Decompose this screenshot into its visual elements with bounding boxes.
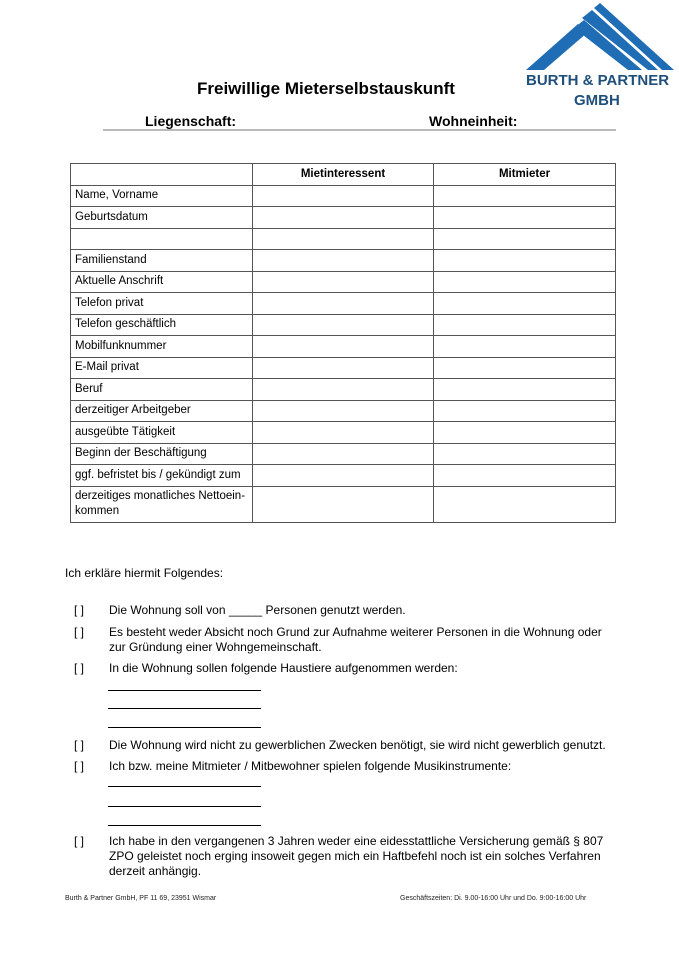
- checkbox[interactable]: [ ]: [74, 661, 85, 675]
- table-row: [71, 486, 616, 522]
- fill-in-line[interactable]: [108, 708, 261, 709]
- fill-in-line[interactable]: [108, 786, 261, 787]
- cotenant-cell[interactable]: [434, 486, 616, 522]
- property-label: Liegenschaft:: [145, 113, 237, 129]
- row-label: ggf. befristet bis / gekündigt zum: [71, 465, 253, 487]
- cotenant-cell[interactable]: [434, 400, 616, 422]
- tenant-cell[interactable]: [253, 293, 434, 315]
- declaration-item: Ich habe in den vergangenen 3 Jahren weder eine eidesstattliche Versicherung gemäß § 807 ZPO geleistet noch erging insoweit gegen mich ein Haftbefehl noch ist ein solches Verfahren derzeit anhängig.: [109, 834, 604, 878]
- row-label: ausgeübte Tätigkeit: [71, 422, 253, 444]
- tenant-cell[interactable]: [253, 486, 434, 522]
- fill-in-line[interactable]: [108, 806, 261, 807]
- checkbox[interactable]: [ ]: [74, 759, 85, 773]
- header-divider: [103, 129, 616, 131]
- cotenant-cell[interactable]: [434, 443, 616, 465]
- row-label: Name, Vorname: [71, 185, 253, 207]
- row-label: E-Mail privat: [71, 357, 253, 379]
- row-label: Mobilfunknummer: [71, 336, 253, 358]
- declaration-item: Es besteht weder Absicht noch Grund zur Aufnahme weiterer Personen in die Wohnung oder zur Gründung einer Wohngemeinschaft.: [109, 625, 602, 654]
- unit-label: Wohneinheit:: [429, 113, 518, 129]
- table-row: [71, 400, 616, 422]
- tenant-info-table: [70, 163, 616, 523]
- tenant-cell[interactable]: [253, 271, 434, 293]
- tenant-cell[interactable]: [253, 443, 434, 465]
- column-header: Mietinteressent: [253, 164, 434, 186]
- fill-in-line[interactable]: [108, 825, 261, 826]
- cotenant-cell[interactable]: [434, 465, 616, 487]
- row-label: Aktuelle Anschrift: [71, 271, 253, 293]
- checkbox[interactable]: [ ]: [74, 603, 85, 617]
- table-row: [71, 207, 616, 229]
- table-row: [71, 314, 616, 336]
- table-row: [71, 379, 616, 401]
- cotenant-cell[interactable]: [434, 336, 616, 358]
- tenant-cell[interactable]: [253, 379, 434, 401]
- row-label: Familienstand: [71, 250, 253, 272]
- row-label: Telefon privat: [71, 293, 253, 315]
- row-label: Geburtsdatum: [71, 207, 253, 229]
- tenant-cell[interactable]: [253, 422, 434, 444]
- tenant-cell[interactable]: [253, 465, 434, 487]
- declaration-item: In die Wohnung sollen folgende Haustiere aufgenommen werden:: [109, 661, 458, 675]
- row-label: derzeitiges monatliches Nettoein-kommen: [71, 486, 253, 522]
- company-logo: [522, 2, 677, 112]
- cotenant-cell[interactable]: [434, 293, 616, 315]
- checkbox[interactable]: [ ]: [74, 738, 85, 752]
- cotenant-cell[interactable]: [434, 207, 616, 229]
- logo-text-line1: BURTH & PARTNER: [526, 72, 670, 89]
- row-label: derzeitiger Arbeitgeber: [71, 400, 253, 422]
- cotenant-cell[interactable]: [434, 271, 616, 293]
- table-row: [71, 336, 616, 358]
- logo-text-line2: GMBH: [574, 92, 620, 109]
- intro-text: Ich erkläre hiermit Folgendes:: [65, 566, 224, 580]
- footer-hours: Geschäftszeiten: Di. 9.00-16:00 Uhr und Do. 9:00-16:00 Uhr: [400, 895, 587, 902]
- footer-address: Burth & Partner GmbH, PF 11 69, 23951 Wismar: [65, 895, 217, 902]
- cotenant-cell[interactable]: [434, 314, 616, 336]
- page-title: Freiwillige Mieterselbstauskunft: [197, 79, 455, 98]
- tenant-cell[interactable]: [253, 357, 434, 379]
- tenant-cell[interactable]: [253, 336, 434, 358]
- row-label: Beginn der Beschäftigung: [71, 443, 253, 465]
- tenant-cell[interactable]: [253, 314, 434, 336]
- table-row: [71, 250, 616, 272]
- row-label: [71, 228, 253, 250]
- column-header: Mitmieter: [434, 164, 616, 186]
- declaration-item: Die Wohnung soll von _____ Personen genutzt werden.: [109, 603, 406, 617]
- tenant-cell[interactable]: [253, 250, 434, 272]
- fill-in-line[interactable]: [108, 727, 261, 728]
- declaration-item: Ich bzw. meine Mitmieter / Mitbewohner spielen folgende Musikinstrumente:: [109, 759, 512, 773]
- tenant-cell[interactable]: [253, 185, 434, 207]
- checkbox[interactable]: [ ]: [74, 625, 85, 639]
- table-row: [71, 228, 616, 250]
- tenant-cell[interactable]: [253, 400, 434, 422]
- cotenant-cell[interactable]: [434, 357, 616, 379]
- cotenant-cell[interactable]: [434, 379, 616, 401]
- row-label: Beruf: [71, 379, 253, 401]
- tenant-cell[interactable]: [253, 228, 434, 250]
- table-row: [71, 422, 616, 444]
- table-row: [71, 293, 616, 315]
- checkbox[interactable]: [ ]: [74, 834, 85, 848]
- row-label: Telefon geschäftlich: [71, 314, 253, 336]
- fill-in-line[interactable]: [108, 690, 261, 691]
- column-header: [71, 164, 253, 186]
- cotenant-cell[interactable]: [434, 422, 616, 444]
- table-header-row: [71, 164, 616, 186]
- table-row: [71, 185, 616, 207]
- table-row: [71, 357, 616, 379]
- cotenant-cell[interactable]: [434, 185, 616, 207]
- declaration-item: Die Wohnung wird nicht zu gewerblichen Zwecken benötigt, sie wird nicht gewerblich genutzt.: [109, 738, 606, 752]
- tenant-cell[interactable]: [253, 207, 434, 229]
- table-row: [71, 271, 616, 293]
- table-row: [71, 443, 616, 465]
- roof-logo-icon: [522, 2, 677, 72]
- cotenant-cell[interactable]: [434, 228, 616, 250]
- table-row: [71, 465, 616, 487]
- cotenant-cell[interactable]: [434, 250, 616, 272]
